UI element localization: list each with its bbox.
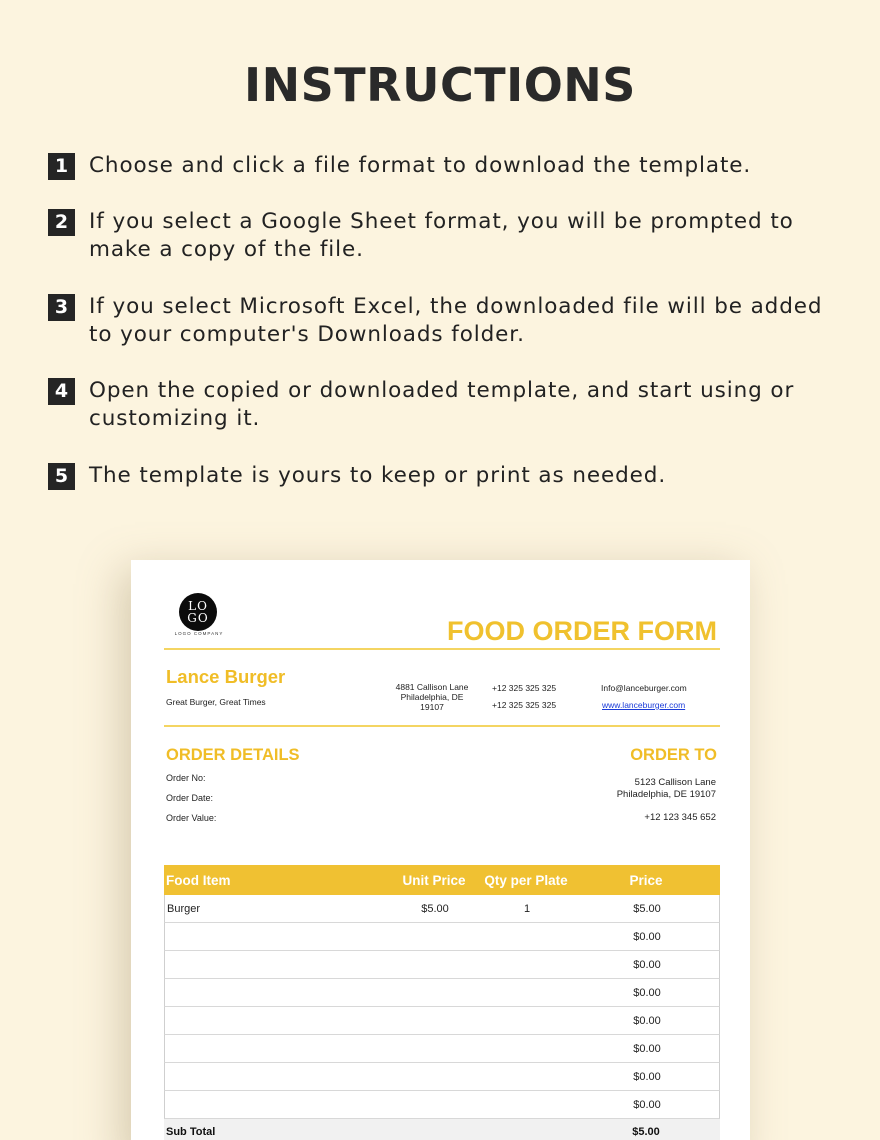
column-header-unit-price: Unit Price — [402, 873, 466, 888]
subtotal-label: Sub Total — [166, 1126, 216, 1138]
step-1 — [48, 152, 849, 180]
table-row — [164, 1007, 720, 1035]
address-line: 19107 — [420, 702, 444, 712]
order-to-address — [617, 777, 716, 800]
form-title: FOOD ORDER FORM — [447, 616, 717, 646]
column-header-food-item: Food Item — [166, 873, 231, 888]
logo-text-line2: GO — [187, 611, 209, 625]
address-line: Philadelphia, DE 19107 — [616, 788, 716, 800]
cell-unit-price: $5.00 — [421, 903, 449, 915]
cell-price: $0.00 — [633, 959, 661, 971]
step-number-badge: 1 — [48, 153, 75, 180]
column-header-qty: Qty per Plate — [484, 873, 568, 888]
company-website-link[interactable]: www.lanceburger.com — [602, 700, 686, 710]
order-to-title: ORDER TO — [630, 746, 717, 764]
form-preview-card — [131, 560, 750, 1140]
table-row — [164, 979, 720, 1007]
cell-price: $5.00 — [633, 903, 661, 915]
address-line: Philadelphia, DE — [400, 692, 464, 702]
step-text: If you select a Google Sheet format, you will be prompted to make a copy of the file. — [89, 209, 794, 262]
table-row — [164, 1091, 720, 1119]
step-text: Open the copied or downloaded template, and start using or customizing it. — [89, 378, 795, 431]
cell-price: $0.00 — [633, 987, 661, 999]
logo-icon — [179, 593, 217, 631]
step-text: Choose and click a file format to download the template. — [89, 153, 752, 178]
order-value-label: Order Value: — [166, 813, 217, 823]
table-row — [164, 1035, 720, 1063]
column-header-price: Price — [629, 873, 663, 888]
step-3 — [48, 293, 849, 349]
address-line: 4881 Callison Lane — [395, 682, 469, 692]
table-header — [164, 865, 720, 895]
step-4 — [48, 377, 849, 433]
cell-price: $0.00 — [633, 1043, 661, 1055]
company-email: Info@lanceburger.com — [601, 683, 687, 693]
order-no-label: Order No: — [166, 773, 206, 783]
company-name: Lance Burger — [166, 666, 286, 687]
logo-caption: LOGO COMPANY — [174, 631, 224, 636]
logo-text-line1: LO — [188, 599, 208, 613]
cell-qty: 1 — [523, 903, 531, 915]
subtotal-value: $5.00 — [632, 1126, 660, 1138]
step-2 — [48, 208, 849, 264]
cell-price: $0.00 — [633, 1071, 661, 1083]
company-phone-2: +12 325 325 325 — [492, 700, 557, 710]
company-address — [387, 682, 477, 712]
table-row — [164, 951, 720, 979]
order-date-label: Order Date: — [166, 793, 214, 803]
company-phone-1: +12 325 325 325 — [492, 683, 557, 693]
subtotal-row — [164, 1119, 720, 1140]
table-row — [164, 1063, 720, 1091]
company-tagline: Great Burger, Great Times — [166, 697, 266, 707]
step-number-badge: 2 — [48, 209, 75, 236]
cell-price: $0.00 — [633, 931, 661, 943]
table-row — [164, 923, 720, 951]
cell-price: $0.00 — [633, 1099, 661, 1111]
table-row — [164, 895, 720, 923]
page-title: INSTRUCTIONS — [244, 58, 636, 112]
step-number-badge: 3 — [48, 294, 75, 321]
divider — [164, 725, 720, 727]
step-text: The template is yours to keep or print as needed. — [89, 463, 667, 488]
address-line: 5123 Callison Lane — [634, 777, 716, 788]
step-5 — [48, 462, 849, 490]
step-number-badge: 5 — [48, 463, 75, 490]
divider — [164, 648, 720, 650]
order-details-title: ORDER DETAILS — [166, 746, 300, 764]
order-to-phone: +12 123 345 652 — [644, 812, 716, 823]
step-number-badge: 4 — [48, 378, 75, 405]
step-text: If you select Microsoft Excel, the downloaded file will be added to your computer's Downloads folder. — [89, 294, 823, 347]
order-table — [164, 865, 720, 1140]
cell-price: $0.00 — [633, 1015, 661, 1027]
cell-item: Burger — [167, 903, 201, 915]
